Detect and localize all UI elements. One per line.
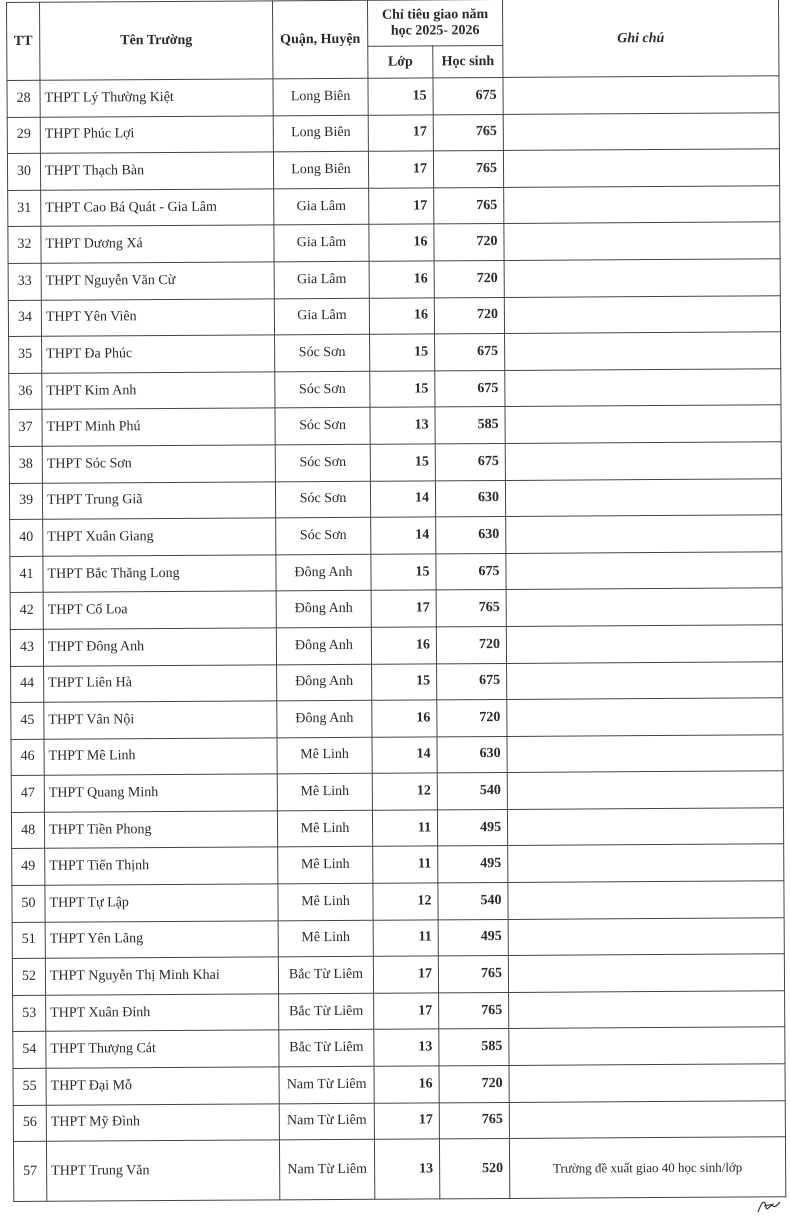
row-number: 38 — [9, 446, 42, 483]
note-cell — [508, 881, 784, 919]
note-cell — [507, 771, 783, 809]
school-name: THPT Yên Lãng — [45, 921, 278, 959]
table-row — [13, 1137, 785, 1202]
school-name: THPT Nguyễn Thị Minh Khai — [45, 957, 278, 995]
student-count: 630 — [436, 517, 506, 554]
student-count: 540 — [437, 773, 507, 810]
note-cell — [509, 1027, 785, 1065]
header-students: Học sinh — [433, 45, 503, 77]
school-name: THPT Lý Thường Kiệt — [40, 79, 273, 117]
student-count: 720 — [434, 224, 504, 261]
class-count: 17 — [373, 956, 438, 993]
school-name: THPT Đại Mỗ — [46, 1067, 279, 1105]
table-row — [11, 771, 783, 812]
table-row — [7, 112, 779, 153]
row-number: 35 — [9, 336, 42, 373]
row-number: 52 — [12, 959, 45, 996]
school-name: THPT Minh Phú — [42, 408, 275, 446]
note-cell — [509, 1064, 785, 1102]
school-name: THPT Tự Lập — [45, 884, 278, 922]
district-name: Bắc Từ Liêm — [278, 957, 373, 994]
table-row — [10, 551, 782, 592]
district-name: Long Biên — [273, 78, 368, 115]
class-count: 15 — [368, 78, 433, 115]
note-cell — [508, 917, 784, 955]
table-row — [10, 625, 782, 666]
table-body — [7, 76, 786, 1202]
student-count: 630 — [437, 736, 507, 773]
district-name: Bắc Từ Liêm — [279, 1030, 374, 1067]
note-cell — [505, 405, 781, 443]
table-row — [12, 844, 784, 885]
table-row — [8, 259, 780, 300]
note-cell — [503, 76, 779, 114]
district-name: Bắc Từ Liêm — [279, 993, 374, 1030]
district-name: Gia Lâm — [274, 298, 369, 335]
student-count: 495 — [438, 846, 508, 883]
class-count: 17 — [374, 1102, 439, 1139]
table-row — [12, 881, 784, 922]
student-count: 765 — [439, 1102, 509, 1139]
class-count: 17 — [368, 151, 433, 188]
row-number: 30 — [7, 153, 40, 190]
district-name: Long Biên — [273, 115, 368, 152]
row-number: 44 — [11, 666, 44, 703]
district-name: Sóc Sơn — [275, 408, 370, 445]
row-number: 55 — [13, 1068, 46, 1105]
student-count: 765 — [438, 956, 508, 993]
school-name: THPT Tiến Thịnh — [45, 847, 278, 885]
student-count: 675 — [436, 553, 506, 590]
student-count: 720 — [434, 260, 504, 297]
table-row — [11, 661, 783, 702]
row-number: 29 — [7, 117, 40, 154]
school-name: THPT Xuân Giang — [43, 518, 276, 556]
student-count: 585 — [439, 1029, 509, 1066]
school-name: THPT Mê Linh — [44, 738, 277, 776]
student-count: 675 — [437, 663, 507, 700]
class-count: 15 — [370, 444, 435, 481]
school-name: THPT Trung Văn — [46, 1140, 279, 1201]
header-quota — [367, 0, 502, 46]
district-name: Sóc Sơn — [276, 517, 371, 554]
row-number: 40 — [10, 519, 43, 556]
class-count: 15 — [370, 334, 435, 371]
student-count: 675 — [435, 370, 505, 407]
row-number: 49 — [12, 849, 45, 886]
note-cell — [506, 588, 782, 626]
district-name: Mê Linh — [277, 737, 372, 774]
class-count: 11 — [372, 810, 437, 847]
note-cell — [508, 844, 784, 882]
class-count: 17 — [374, 993, 439, 1030]
school-name: THPT Cổ Loa — [43, 591, 276, 629]
student-count: 765 — [434, 187, 504, 224]
class-count: 12 — [373, 883, 438, 920]
table-row — [8, 186, 780, 227]
school-name: THPT Phúc Lợi — [40, 115, 273, 153]
row-number: 41 — [10, 556, 43, 593]
school-name: THPT Bắc Thăng Long — [43, 555, 276, 593]
header-district: Quận, Huyện — [272, 0, 367, 79]
district-name: Nam Từ Liêm — [279, 1066, 374, 1103]
note-cell — [505, 332, 781, 370]
class-count: 14 — [371, 517, 436, 554]
note-cell — [509, 991, 785, 1029]
student-count: 630 — [435, 480, 505, 517]
row-number: 46 — [11, 739, 44, 776]
note-cell — [504, 259, 780, 297]
student-count: 720 — [439, 1065, 509, 1102]
school-name: THPT Nguyễn Văn Cừ — [41, 262, 274, 300]
note-cell — [503, 149, 779, 187]
district-name: Mê Linh — [277, 774, 372, 811]
note-cell — [509, 1100, 785, 1138]
student-count: 495 — [438, 919, 508, 956]
district-name: Đông Anh — [276, 591, 371, 628]
class-count: 17 — [368, 114, 433, 151]
school-name: THPT Kim Anh — [42, 372, 275, 410]
row-number: 57 — [13, 1141, 46, 1201]
student-count: 720 — [434, 297, 504, 334]
district-name: Mê Linh — [278, 920, 373, 957]
school-name: THPT Quang Minh — [44, 774, 277, 812]
school-name: THPT Dương Xá — [41, 225, 274, 263]
note-cell — [506, 515, 782, 553]
district-name: Nam Từ Liêm — [279, 1139, 374, 1200]
table-row — [8, 295, 780, 336]
header-note: Ghi chú — [502, 0, 778, 77]
student-count: 720 — [437, 700, 507, 737]
student-count: 720 — [436, 626, 506, 663]
header-classes: Lớp — [368, 46, 433, 78]
table-row — [13, 1027, 785, 1068]
school-name: THPT Thượng Cát — [46, 1030, 279, 1068]
note-cell — [507, 661, 783, 699]
row-number: 37 — [9, 410, 42, 447]
class-count: 14 — [372, 737, 437, 774]
table-row — [13, 1064, 785, 1105]
district-name: Long Biên — [273, 151, 368, 188]
class-count: 15 — [372, 663, 437, 700]
student-count: 765 — [433, 114, 503, 151]
student-count: 675 — [435, 334, 505, 371]
row-number: 47 — [11, 776, 44, 813]
note-cell — [506, 551, 782, 589]
row-number: 31 — [8, 190, 41, 227]
school-name: THPT Yên Viên — [41, 298, 274, 336]
row-number: 34 — [8, 300, 41, 337]
class-count: 17 — [369, 188, 434, 225]
district-name: Sóc Sơn — [275, 371, 370, 408]
row-number: 48 — [11, 812, 44, 849]
header-row — [7, 0, 779, 48]
class-count: 13 — [374, 1029, 439, 1066]
class-count: 16 — [374, 1066, 439, 1103]
student-count: 540 — [438, 883, 508, 920]
row-number: 42 — [10, 593, 43, 630]
note-cell — [504, 295, 780, 333]
district-name: Sóc Sơn — [275, 444, 370, 481]
class-count: 13 — [374, 1139, 439, 1199]
class-count: 16 — [369, 261, 434, 298]
note-cell — [507, 808, 783, 846]
row-number: 53 — [13, 995, 46, 1032]
row-number: 45 — [11, 702, 44, 739]
school-name: THPT Tiền Phong — [44, 811, 277, 849]
table-row — [9, 478, 781, 519]
class-count: 17 — [371, 590, 436, 627]
note-cell — [506, 625, 782, 663]
table-row — [9, 332, 781, 373]
school-quota-table — [6, 0, 786, 1202]
header-tt: TT — [7, 2, 40, 80]
class-count: 16 — [369, 297, 434, 334]
note-cell — [505, 478, 781, 516]
class-count: 14 — [370, 480, 435, 517]
school-name: THPT Trung Giã — [42, 481, 275, 519]
row-number: 33 — [8, 263, 41, 300]
note-cell — [507, 734, 783, 772]
school-name: THPT Xuân Đỉnh — [46, 994, 279, 1032]
class-count: 16 — [371, 627, 436, 664]
table-row — [7, 149, 779, 190]
note-cell — [505, 369, 781, 407]
table-row — [7, 76, 779, 117]
student-count: 765 — [439, 992, 509, 1029]
note-cell — [504, 186, 780, 224]
note-cell — [508, 954, 784, 992]
row-number: 56 — [13, 1105, 46, 1142]
table-row — [13, 1100, 785, 1141]
note-cell — [503, 112, 779, 150]
table-row — [11, 698, 783, 739]
student-count: 765 — [436, 590, 506, 627]
table-row — [12, 917, 784, 958]
school-name: THPT Cao Bá Quát - Gia Lâm — [41, 189, 274, 227]
school-name: THPT Đa Phúc — [42, 335, 275, 373]
initials-signature — [756, 1197, 782, 1215]
class-count: 15 — [371, 554, 436, 591]
class-count: 16 — [372, 700, 437, 737]
class-count: 12 — [372, 773, 437, 810]
table-row — [8, 222, 780, 263]
row-number: 28 — [7, 80, 40, 117]
district-name: Mê Linh — [278, 847, 373, 884]
table-row — [10, 515, 782, 556]
class-count: 16 — [369, 224, 434, 261]
row-number: 36 — [9, 373, 42, 410]
table-row — [9, 405, 781, 446]
table-row — [13, 991, 785, 1032]
table-row — [10, 588, 782, 629]
document-page — [6, 0, 786, 1202]
class-count: 15 — [370, 371, 435, 408]
district-name: Đông Anh — [277, 664, 372, 701]
school-name: THPT Liên Hà — [44, 664, 277, 702]
school-name: THPT Thạch Bàn — [40, 152, 273, 190]
school-name: THPT Đông Anh — [43, 628, 276, 666]
student-count: 520 — [439, 1139, 509, 1199]
table-row — [11, 734, 783, 775]
student-count: 765 — [433, 151, 503, 188]
note-cell — [507, 698, 783, 736]
student-count: 585 — [435, 407, 505, 444]
district-name: Đông Anh — [276, 554, 371, 591]
class-count: 11 — [373, 846, 438, 883]
table-row — [11, 808, 783, 849]
district-name: Gia Lâm — [274, 261, 369, 298]
header-school: Tên Trường — [40, 1, 273, 80]
school-name: THPT Vân Nội — [44, 701, 277, 739]
row-number: 50 — [12, 885, 45, 922]
district-name: Sóc Sơn — [275, 334, 370, 371]
note-cell — [504, 222, 780, 260]
table-row — [9, 442, 781, 483]
header-quota-line1: Chỉ tiêu giao năm — [381, 6, 489, 23]
student-count: 495 — [437, 809, 507, 846]
district-name: Đông Anh — [276, 627, 371, 664]
row-number: 32 — [8, 227, 41, 264]
table-row — [9, 369, 781, 410]
header-quota-line2: học 2025- 2026 — [390, 22, 480, 39]
class-count: 13 — [370, 407, 435, 444]
note-cell — [505, 442, 781, 480]
school-name: THPT Sóc Sơn — [42, 445, 275, 483]
district-name: Gia Lâm — [274, 188, 369, 225]
table-row — [12, 954, 784, 995]
district-name: Gia Lâm — [274, 225, 369, 262]
student-count: 675 — [435, 443, 505, 480]
row-number: 39 — [9, 483, 42, 520]
class-count: 11 — [373, 920, 438, 957]
school-name: THPT Mỹ Đình — [46, 1103, 279, 1141]
district-name: Đông Anh — [277, 700, 372, 737]
row-number: 51 — [12, 922, 45, 959]
row-number: 54 — [13, 1032, 46, 1069]
row-number: 43 — [10, 629, 43, 666]
district-name: Mê Linh — [278, 883, 373, 920]
student-count: 675 — [433, 77, 503, 114]
district-name: Sóc Sơn — [275, 481, 370, 518]
district-name: Nam Từ Liêm — [279, 1103, 374, 1140]
district-name: Mê Linh — [277, 810, 372, 847]
note-cell: Trường đề xuất giao 40 học sinh/lớp — [509, 1137, 785, 1199]
